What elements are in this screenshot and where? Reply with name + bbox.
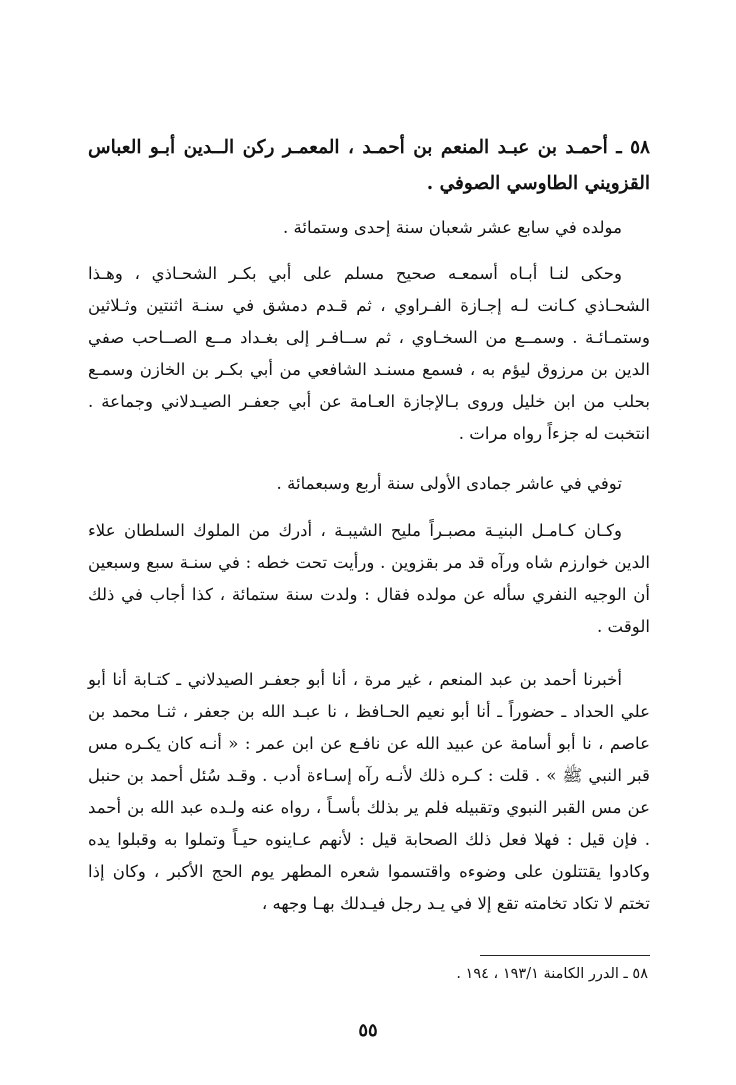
death-text: توفي في عاشر جمادى الأولى سنة أربع وسبعمائة .: [276, 474, 622, 493]
death-paragraph: [88, 468, 650, 500]
entry-number: ٥٨ ـ: [616, 137, 650, 158]
entry-title-text: أحمـد بن عبـد المنعم بن أحمـد ، المعمـر ركن الــدين أبـو العباس القزويني الطاوسي الصوفي .: [88, 137, 650, 194]
footnote-divider: [480, 955, 650, 956]
paragraph-2: [88, 515, 650, 643]
paragraph-3: [88, 664, 650, 920]
entry-title: [88, 130, 650, 202]
birth-paragraph: [88, 212, 650, 244]
birth-text: مولده في سابع عشر شعبان سنة إحدى وستمائة .: [282, 218, 622, 237]
paragraph-1-text: وحكى لنـا أبـاه أسمعـه صحيح مسلم على أبي بكـر الشحـاذي ، وهـذا الشحـاذي كـانت لـه إجـازة الفـراوي ، ثم قـدم دمشق في سنـة اثنتين وثـلاثين وستمـائـة . وسمــع من السخـاوي ، ثم ســافـر إلى بغـداد مــع الصــاحب صفي الدين بن مرزوق ليؤم به ، فسمع مسنـد الشافعي من أبي بكـر بن الخازن وسمـع بحلب من ابن خليل وروى بـالإجازة العـامة عن أبي جعفـر الصيـدلاني وجماعة . انتخبت له جزءاً رواه مرات .: [88, 264, 650, 443]
paragraph-1: [88, 258, 650, 450]
page-number: ٥٥: [358, 1020, 378, 1041]
footnote: ٥٨ ـ الدرر الكامنة ١٩٣/١ ، ١٩٤ .: [456, 966, 648, 982]
paragraph-3-text: أخبرنا أحمد بن عبد المنعم ، غير مرة ، أنا أبو جعفـر الصيدلاني ـ كتـابة أنا أبو علي الحداد ـ حضوراً ـ أنا أبو نعيم الحـافظ ، نا عبـد الله بن جعفر ، ثنـا محمد بن عاصم ، نا أبو أسامة عن عبيد الله عن نافـع عن ابن عمر : « أنـه كان يكـره مس قبر النبي ﷺ » . قلت : كـره ذلك لأنـه رآه إسـاءة أدب . وقـد سُئل أحمد بن حنبل عن مس القبر النبوي وتقبيله فلم ير بذلك بأسـاً ، رواه عنه ولـده عبد الله بن أحمد . فإن قيل : فهلا فعل ذلك الصحابة قيل : لأنهم عـاينوه حيـاً وتملوا به وقبلوا يده وكادوا يقتتلون على وضوءه واقتسموا شعره المطهر يوم الحج الأكبر ، وكان إذا تختم لا تكاد تخامته تقع إلا في يـد رجل فيـدلك بهـا وجهه ،: [88, 670, 650, 913]
paragraph-2-text: وكـان كـامـل البنيـة مصبـراً مليح الشيبـة ، أدرك من الملوك السلطان علاء الدين خوارزم شاه ورآه قد مر بقزوين . ورأيت تحت خطه : في سنـة سبع وسبعين أن الوجيه النفري سأله عن مولده فقال : ولدت سنة ستمائة ، كذا أجاب في ذلك الوقت .: [88, 521, 650, 636]
